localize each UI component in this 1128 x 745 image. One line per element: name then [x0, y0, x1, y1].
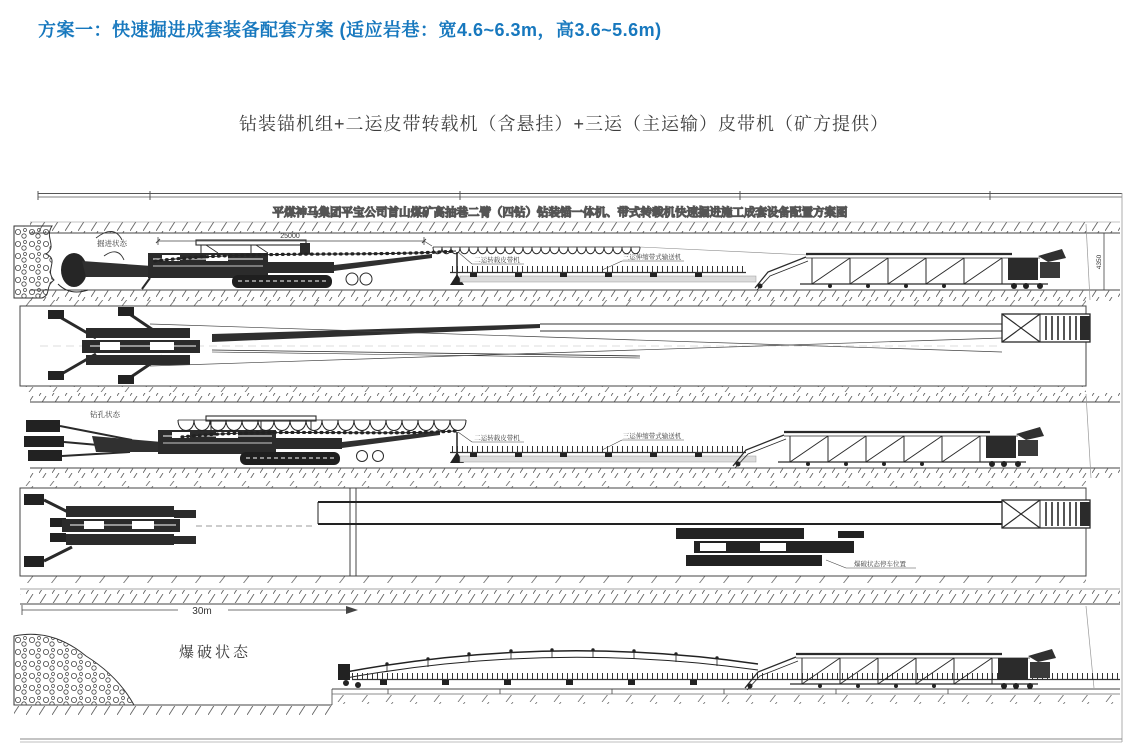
rock-face [14, 226, 54, 298]
belt-tail-piece [1002, 314, 1090, 342]
belt-conveyor-drive [755, 249, 1066, 290]
svg-text:二运转载皮带机: 二运转载皮带机 [474, 257, 520, 264]
svg-text:爆破状态停车位置: 爆破状态停车位置 [854, 561, 906, 568]
belt-conveyor-drive-blasting [745, 649, 1056, 690]
state-label-tunneling: 掘进状态 [97, 239, 127, 248]
svg-text:25000: 25000 [280, 233, 300, 240]
svg-text:30m: 30m [192, 606, 212, 617]
svg-text:三运伸缩带式输送机: 三运伸缩带式输送机 [622, 254, 682, 261]
label-conveyor2-drilling [458, 432, 524, 442]
page-subtitle: 钻装锚机组+二运皮带转载机（含悬挂）+三运（主运输）皮带机（矿方提供） [238, 114, 890, 134]
svg-text:二运转载皮带机: 二运转载皮带机 [474, 435, 520, 442]
belt-conveyor-drive-drilling [733, 427, 1044, 468]
belt-tail-piece-2 [1002, 500, 1090, 528]
floor-belt-drilling [450, 446, 756, 462]
muck-pile [14, 634, 134, 705]
floor-hatch [30, 290, 1120, 301]
drill-rig-machine [24, 416, 440, 465]
state-label-blasting: 爆破状态 [178, 644, 252, 661]
floor-belt [450, 266, 756, 282]
panel-drilling-plan [20, 481, 1090, 583]
drawing-title: 平煤神马集团平宝公司首山煤矿高抽巷二臂（四钻）钻装锚一体机、带式转载机快速掘进施工成套设备配置方案图 [272, 207, 848, 219]
panel-tunneling-side [14, 222, 1120, 301]
panel-drilling-side [24, 393, 1120, 478]
dimension-30m [22, 605, 358, 617]
svg-text:三运伸缩带式输送机: 三运伸缩带式输送机 [622, 433, 682, 440]
svg-text:4350: 4350 [1096, 254, 1103, 270]
page-title: 方案一：快速掘进成套装备配套方案 (适应岩巷：宽4.6~6.3m，高3.6~5.6m) [38, 20, 662, 40]
panel-blasting-side [14, 589, 1120, 715]
panel-tunneling-plan [20, 300, 1090, 392]
dimension-4350 [1096, 233, 1108, 290]
festoon-belt-storage-large [178, 420, 466, 431]
state-label-drilling: 钻孔状态 [90, 410, 120, 419]
festoon-belt-storage [433, 247, 808, 255]
roof-hatch [30, 222, 1120, 233]
